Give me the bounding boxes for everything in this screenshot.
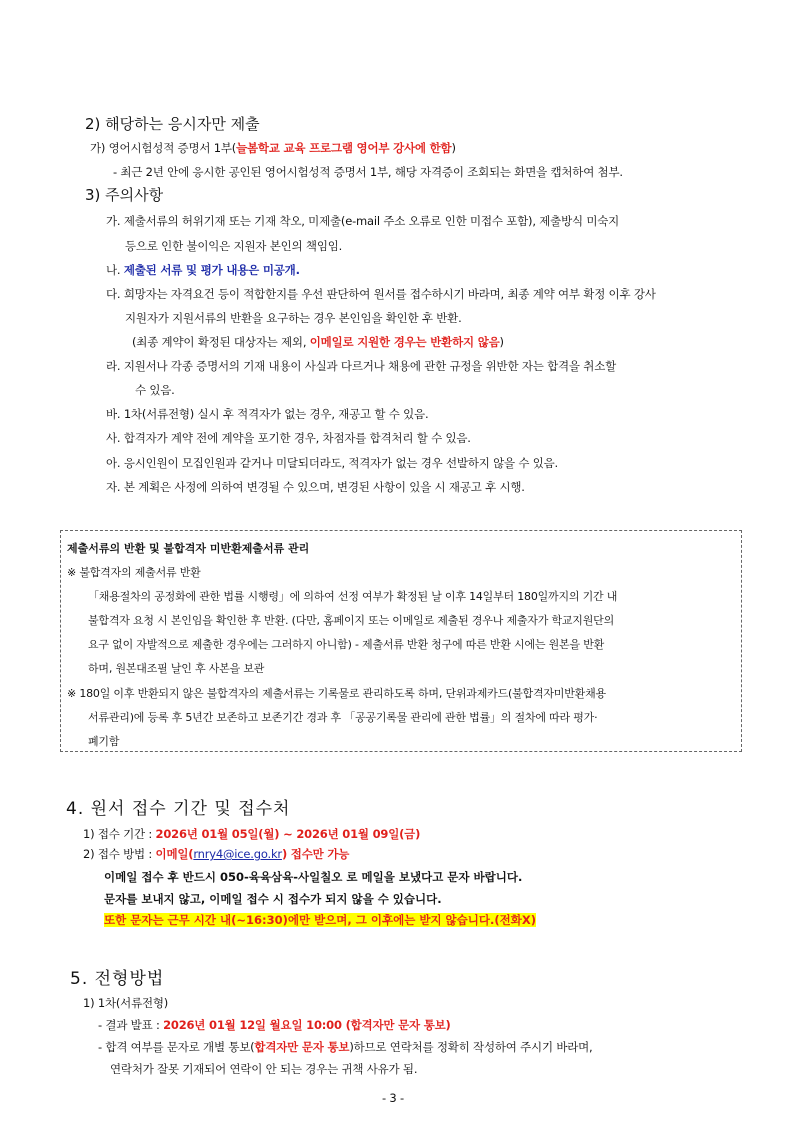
section-5-heading: 5. 전형방법: [70, 969, 165, 989]
notice-line: ※ 불합격자의 제출서류 반환: [67, 566, 201, 579]
notice-line: 「채용절차의 공정화에 관한 법률 시행령」에 의하여 선정 여부가 확정된 날 이후 14일부터 180일까지의 기간 내: [88, 590, 618, 603]
sec5-note-cont: 연락처가 잘못 기재되어 연락이 안 되는 경우는 귀책 사유가 됨.: [110, 1062, 418, 1076]
notice-line: 하며, 원본대조필 날인 후 사본을 보관: [88, 662, 265, 675]
s3-item-da: 다. 희망자는 자격요건 등이 적합한지를 우선 판단하여 원서를 접수하시기 바라며, 최종 계약 여부 확정 이후 강사: [106, 287, 656, 301]
s3-item-a: 아. 응시인원이 모집인원과 같거나 미달되더라도, 적격자가 없는 경우 선발하지 않을 수 있음.: [106, 456, 559, 470]
text: ): [451, 141, 456, 155]
sec5-note: [98, 1039, 593, 1055]
text: 2) 접수 방법 :: [83, 847, 156, 861]
highlight-red: 늘봄학교 교육 프로그램 영어부 강사에 한함: [236, 141, 452, 155]
highlight-blue: 제출된 서류 및 평가 내용은 미공개.: [123, 263, 300, 277]
s3-item-da-cont: 지원자가 지원서류의 반환을 요구하는 경우 본인임을 확인한 후 반환.: [125, 311, 462, 325]
page-number: - 3 -: [382, 1091, 404, 1105]
sec4-highlight-note: [104, 912, 536, 928]
sec5-result: [98, 1017, 451, 1033]
sec5-step1: 1) 1차(서류전형): [83, 996, 169, 1010]
s3-item-ja: 자. 본 계획은 사정에 의하여 변경될 수 있으며, 변경된 사항이 있을 시 재공고 후 시행.: [106, 480, 525, 494]
text: )하므로 연락처를 정확히 작성하여 주시기 바라며,: [349, 1040, 593, 1054]
s3-item-sa: 사. 합격자가 계약 전에 계약을 포기한 경우, 차점자를 합격처리 할 수 있음.: [106, 431, 471, 445]
s3-item-ra: 라. 지원서나 각종 증명서의 기재 내용이 사실과 다르거나 채용에 관한 규정을 위반한 자는 합격을 취소할: [106, 359, 617, 373]
highlight-red: 이메일로 지원한 경우는 반환하지 않음: [309, 335, 500, 349]
text: 1) 접수 기간 :: [83, 827, 156, 841]
sec4-method: [83, 846, 349, 862]
highlight-red: 2026년 01월 12일 월요일 10:00 (합격자만 문자 통보): [163, 1018, 451, 1032]
sec4-bold-note: 이메일 접수 후 반드시 050-육육삼육-사일칠오 로 메일을 보냈다고 문자 바랍니다.: [104, 870, 523, 884]
email-link[interactable]: rnry4@ice.go.kr: [193, 847, 282, 861]
text: 가) 영어시험성적 증명서 1부(: [90, 141, 237, 155]
s3-item-ga: 가. 제출서류의 허위기재 또는 기재 착오, 미제출(e-mail 주소 오류로 인한 미접수 포함), 제출방식 미숙지: [106, 214, 620, 228]
s3-item-ba: 바. 1차(서류전형) 실시 후 적격자가 없는 경우, 재공고 할 수 있음.: [106, 407, 429, 421]
section-4-heading: 4. 원서 접수 기간 및 접수처: [66, 799, 291, 819]
notice-line: 요구 없이 자발적으로 제출한 경우에는 그러하지 아니함) - 제출서류 반환 청구에 따른 반환 시에는 원본을 반환: [88, 638, 605, 651]
notice-line: 폐기함: [88, 735, 120, 748]
notice-line: 불합격자 요청 시 본인임을 확인한 후 반환. (다만, 홈페이지 또는 이메일로 제출된 경우나 제출자가 학교지원단의: [88, 614, 615, 627]
notice-line: 서류관리)에 등록 후 5년간 보존하고 보존기간 경과 후 「공공기록물 관리에 관한 법률」의 절차에 따라 평가·: [88, 711, 598, 724]
s2-item-ga: [90, 140, 456, 156]
sec4-bold-note: 문자를 보내지 않고, 이메일 접수 시 접수가 되지 않을 수 있습니다.: [104, 892, 442, 906]
s2-item-ga-note: - 최근 2년 안에 응시한 공인된 영어시험성적 증명서 1부, 해당 자격증이 조회되는 화면을 캡처하여 첨부.: [113, 165, 623, 179]
sec4-period: [83, 826, 420, 842]
text: - 합격 여부를 문자로 개별 통보(: [98, 1040, 255, 1054]
text: 나.: [106, 263, 124, 277]
notice-box-title: 제출서류의 반환 및 불합격자 미반환제출서류 관리: [67, 542, 310, 555]
s3-item-ga-cont: 등으로 인한 불이익은 지원자 본인의 책임임.: [125, 239, 343, 253]
notice-line: ※ 180일 이후 반환되지 않은 불합격자의 제출서류는 기록물로 관리하도록 하며, 단위과제카드(불합격자미반환채용: [67, 687, 606, 700]
s3-item-na: [106, 262, 300, 278]
highlight-red: 2026년 01월 05일(월) ~ 2026년 01월 09일(금): [155, 827, 421, 841]
text: (최종 계약이 확정된 대상자는 제외,: [132, 335, 310, 349]
s3-item-da-note: [132, 334, 504, 350]
text: ): [499, 335, 504, 349]
section-3-heading: 3) 주의사항: [85, 186, 164, 204]
section-2-heading: 2) 해당하는 응시자만 제출: [85, 115, 260, 133]
text: - 결과 발표 :: [98, 1018, 164, 1032]
highlight-red: 또한 문자는 근무 시간 내(~16:30)에만 받으며, 그 이후에는 받지 않습니다.(전화X): [104, 913, 536, 927]
s3-item-ra-cont: 수 있음.: [135, 383, 175, 397]
highlight-red: ) 접수만 가능: [281, 847, 350, 861]
highlight-red: 합격자만 문자 통보: [254, 1040, 350, 1054]
highlight-red: 이메일(: [155, 847, 194, 861]
